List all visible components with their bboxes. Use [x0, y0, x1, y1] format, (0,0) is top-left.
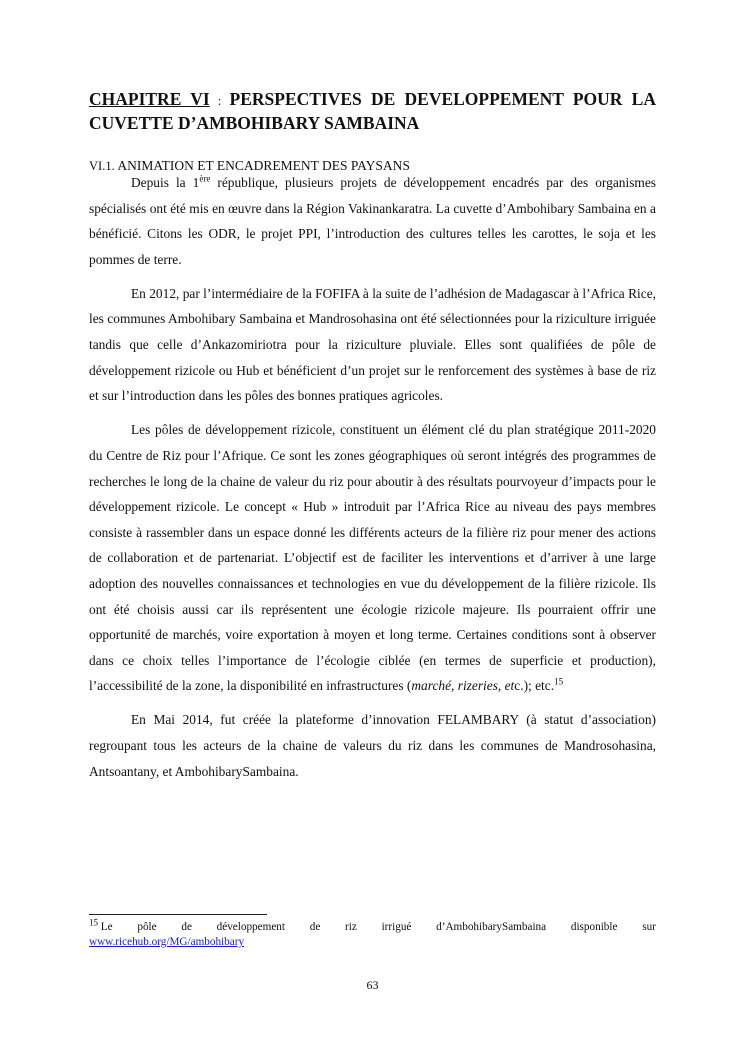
footnote-line — [89, 917, 656, 935]
footnote-word: disponible — [570, 921, 618, 933]
page-number: 63 — [366, 978, 379, 992]
footnote — [89, 917, 656, 950]
section-title: ANIMATION ET ENCADREMENT DES PAYSANS — [114, 158, 410, 173]
superscript-ere: ère — [199, 173, 211, 184]
paragraph-1-rest: république, plusieurs projets de développement encadrés par des organismes spécialisés ont été mis en œuvre dans la Région Vakinankaratra. La cuvette d’Ambohibary Sambaina en a bénéficié. Citons les ODR, le projet PPI, l’introduction des cultures telles les carottes, le soja et les pommes de terre. — [89, 175, 656, 267]
section-number: VI.1. — [89, 159, 115, 173]
paragraph-2: En 2012, par l’intermédiaire de la FOFIFA à la suite de l’adhésion de Madagascar à l’Africa Rice, les communes Ambohibary Sambaina et Mandrosohasina ont été sélectionnées pour la riziculture irriguée tandis que celle d’Ankazomiriotra pour la riziculture pluviale. Elles sont qualifiées de pôle de développement rizicole ou Hub et bénéficient d’un projet sur le renforcement des systèmes à base de riz et sur l’introduction dans les pôles des bonnes pratiques agricoles. — [89, 285, 656, 404]
footnote-word: de — [309, 921, 321, 933]
page-content — [89, 88, 656, 793]
paragraph-4: En Mai 2014, fut créée la plateforme d’innovation FELAMBARY (à statut d’association) regroupant tous les acteurs de la chaine de valeurs du riz dans les communes de Mandrosohasina, Antsoantany, et AmbohibarySambaina. — [89, 712, 656, 779]
paragraph-3-main: Les pôles de développement rizicole, constituent un élément clé du plan stratégique 2011-2020 du Centre de Riz pour l’Afrique. Ce sont les zones géographiques où seront intégrés des programmes de recherches le long de la chaine de valeur du riz pour aboutir à des résultats pourvoyeur d’impacts pour le développement rizicole. Le concept « Hub » introduit par l’Africa Rice au niveau des pays membres consiste à rassembler dans un espace donné les différents acteurs de la filière riz pour mener des actions de collaboration et de partenariat. L’objectif est de faciliter les interventions et d’arriver à une large adoption des nouvelles connaissances et technologies en vue du développement de la filière rizicole. Ils ont été choisis aussi car ils représentent une écologie rizicole majeure. Ils pourraient offrir une opportunité de marchés, voire exportation à moyen et long terme. Certaines conditions sont à observer dans ce choix telles l’importance de l’écologie ciblée (en termes de superficie et production), l’accessibilité de la zone, la disponibilité en infrastructures ( — [89, 422, 656, 694]
footnote-word: sur — [642, 921, 656, 933]
paragraph-1 — [89, 170, 656, 272]
chapter-separator: : — [209, 93, 230, 108]
chapter-title-text: PERSPECTIVES DE DEVELOPPEMENT POUR LA CUVETTE D’AMBOHIBARY SAMBAINA — [89, 89, 656, 133]
footnote-word: de — [181, 921, 192, 933]
footnote-ref-15: 15 — [554, 676, 564, 687]
footnote-word: développement — [216, 921, 285, 933]
paragraph-3-end: c.); etc. — [514, 678, 555, 694]
footnote-word: pôle — [137, 921, 157, 933]
footnote-divider — [89, 914, 267, 915]
paragraph-3 — [89, 417, 656, 699]
footnote-word: d’AmbohibarySambaina — [436, 921, 547, 933]
paragraph-1-start: Depuis la 1 — [131, 175, 200, 190]
footnote-link[interactable]: www.ricehub.org/MG/ambohibary — [89, 936, 245, 948]
paragraph-3-italic: marché, rizeries, et — [411, 678, 515, 694]
footnote-word: riz — [345, 921, 357, 933]
footnote-number: 15 — [89, 917, 98, 928]
chapter-label: CHAPITRE VI — [89, 89, 210, 109]
chapter-title — [89, 88, 656, 134]
footnote-word: $^{15}$ Le — [89, 917, 113, 933]
footnote-word: irrigué — [381, 921, 412, 933]
